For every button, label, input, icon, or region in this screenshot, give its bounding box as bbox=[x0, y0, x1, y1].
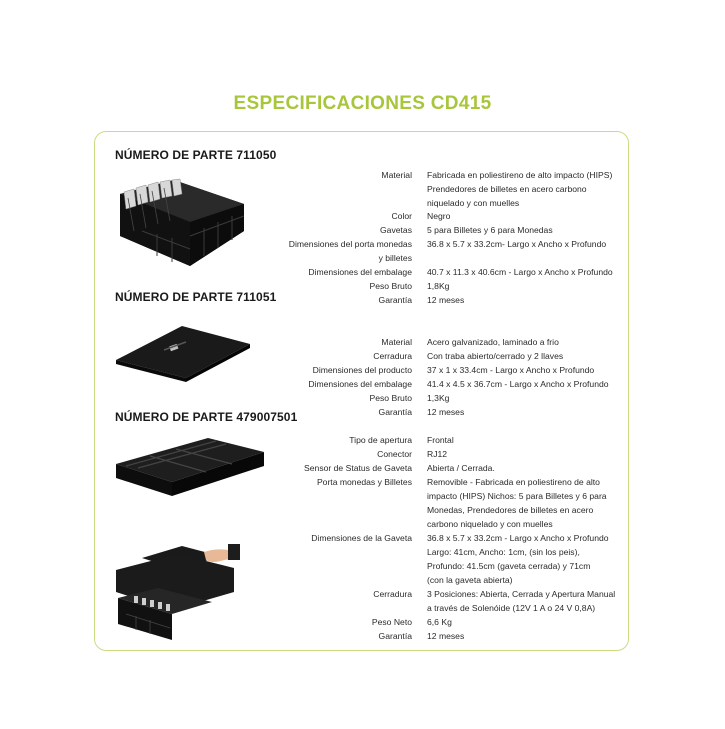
part-heading-479007501: NÚMERO DE PARTE 479007501 bbox=[115, 410, 298, 424]
spec-value: Profundo: 41.5cm (gaveta cerrada) y 71cm bbox=[427, 561, 591, 571]
spec-label: Porta monedas y Billetes bbox=[316, 477, 412, 487]
spec-value: Con traba abierto/cerrado y 2 llaves bbox=[427, 351, 564, 361]
spec-value: Acero galvanizado, laminado a frio bbox=[427, 337, 559, 347]
spec-label: Material bbox=[381, 337, 412, 347]
spec-label: Dimensiones del producto bbox=[312, 365, 412, 375]
spec-value: 12 meses bbox=[427, 295, 465, 305]
cash-drawer-tray-with-bill-holders-icon bbox=[112, 176, 247, 276]
spec-label: Dimensiones del porta monedas bbox=[288, 239, 412, 249]
spec-value: niquelado y con muelles bbox=[427, 198, 520, 208]
spec-value: 1,3Kg bbox=[427, 393, 450, 403]
spec-value: Abierta / Cerrada. bbox=[427, 463, 495, 473]
spec-label: Sensor de Status de Gaveta bbox=[304, 463, 412, 473]
spec-value: 37 x 1 x 33.4cm - Largo x Ancho x Profundo bbox=[427, 365, 595, 375]
spec-label: Cerradura bbox=[373, 351, 412, 361]
page-title: ESPECIFICACIONES CD415 bbox=[233, 93, 492, 114]
spec-value: 12 meses bbox=[427, 631, 465, 641]
cash-drawer-opened-by-hand-icon bbox=[112, 540, 242, 645]
spec-label: Conector bbox=[377, 449, 412, 459]
spec-label: Gavetas bbox=[379, 225, 412, 235]
spec-label: Tipo de apertura bbox=[349, 435, 412, 445]
spec-value: 41.4 x 4.5 x 36.7cm - Largo x Ancho x Profundo bbox=[427, 379, 609, 389]
spec-value: carbono niquelado y con muelles bbox=[427, 519, 553, 529]
spec-value: Prendedores de billetes en acero carbono bbox=[427, 184, 587, 194]
spec-label: Dimensiones del embalage bbox=[308, 267, 412, 277]
spec-label: Garantía bbox=[378, 295, 412, 305]
spec-value: 12 meses bbox=[427, 407, 465, 417]
spec-value: Negro bbox=[427, 211, 451, 221]
spec-label: Peso Bruto bbox=[369, 281, 412, 291]
spec-value: 5 para Billetes y 6 para Monedas bbox=[427, 225, 553, 235]
spec-label: Material bbox=[381, 170, 412, 180]
cash-drawer-lid-with-lock-icon bbox=[112, 318, 252, 388]
spec-value: a través de Solenóide (12V 1 A o 24 V 0,8A) bbox=[427, 603, 596, 613]
spec-label: Dimensiones de la Gaveta bbox=[311, 533, 412, 543]
spec-label: Peso Neto bbox=[371, 617, 412, 627]
spec-label: y billetes bbox=[378, 253, 412, 263]
spec-value: 36.8 x 5.7 x 33.2cm - Largo x Ancho x Profundo bbox=[427, 533, 609, 543]
spec-label: Color bbox=[391, 211, 412, 221]
coin-bill-tray-icon bbox=[112, 432, 267, 502]
spec-value: Frontal bbox=[427, 435, 454, 445]
spec-label: Garantía bbox=[378, 631, 412, 641]
spec-value: (con la gaveta abierta) bbox=[427, 575, 513, 585]
part-heading-711051: NÚMERO DE PARTE 711051 bbox=[115, 290, 277, 304]
spec-value: 3 Posiciones: Abierta, Cerrada y Apertura Manual bbox=[427, 589, 616, 599]
spec-value: Fabricada en poliestireno de alto impacto (HIPS) bbox=[427, 170, 613, 180]
spec-label: Peso Bruto bbox=[369, 393, 412, 403]
spec-value: Monedas, Prendedores de billetes en acero bbox=[427, 505, 594, 515]
spec-label: Dimensiones del embalage bbox=[308, 379, 412, 389]
spec-value: RJ12 bbox=[427, 449, 448, 459]
spec-label: Garantía bbox=[378, 407, 412, 417]
spec-value: Largo: 41cm, Ancho: 1cm, (sin los peis), bbox=[427, 547, 580, 557]
spec-value: 6,6 Kg bbox=[427, 617, 452, 627]
spec-value: 36.8 x 5.7 x 33.2cm- Largo x Ancho x Profundo bbox=[427, 239, 607, 249]
spec-label: Cerradura bbox=[373, 589, 412, 599]
spec-value: 40.7 x 11.3 x 40.6cm - Largo x Ancho x Profundo bbox=[427, 267, 613, 277]
spec-value: 1,8Kg bbox=[427, 281, 450, 291]
spec-value: impacto (HIPS) Nichos: 5 para Billetes y 6 para bbox=[427, 491, 607, 501]
spec-value: Removible - Fabricada en poliestireno de alto bbox=[427, 477, 600, 487]
part-heading-711050: NÚMERO DE PARTE 711050 bbox=[115, 148, 277, 162]
